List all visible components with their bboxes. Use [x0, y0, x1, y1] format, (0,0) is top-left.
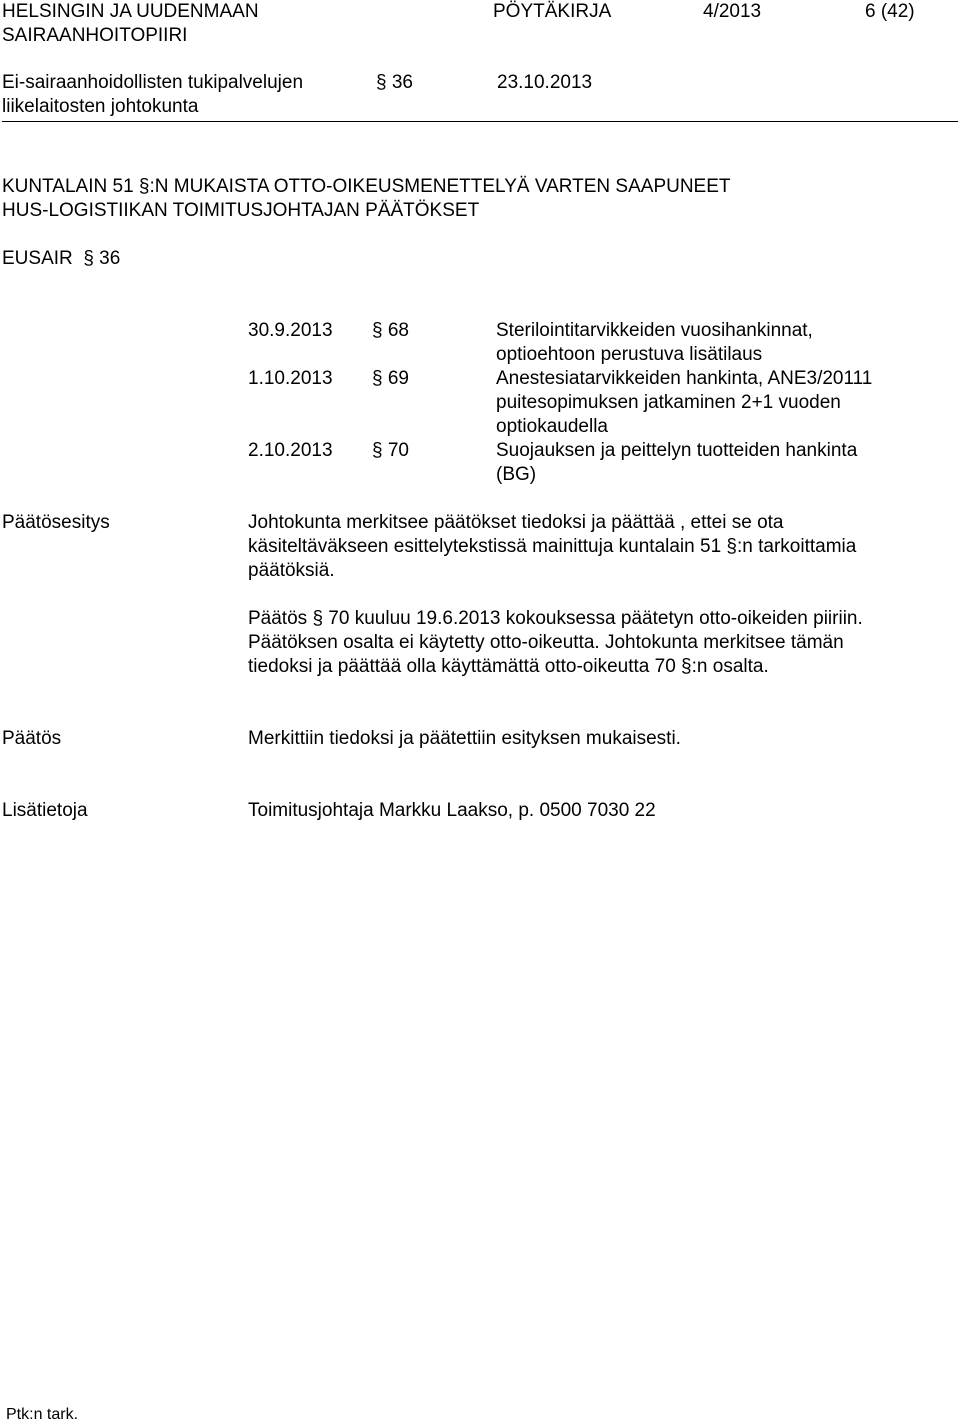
org-name-line2: SAIRAANHOITOPIIRI — [2, 25, 188, 46]
proposal-text-line2-start: käsiteltäväkseen esittelytekstissä mainittuja kuntalain 51 — [248, 536, 722, 557]
decision-title-line1: Suojauksen ja peittelyn tuotteiden hankinta — [496, 440, 858, 461]
section-icon: § — [376, 72, 387, 93]
title-line1-end: :N MUKAISTA OTTO-OIKEUSMENETTELYÄ VARTEN SAAPUNEET — [149, 176, 731, 197]
proposal-text-line2-end: :n tarkoittamia — [737, 536, 857, 557]
section-number: 36 — [391, 72, 413, 93]
decision-title-line2: puitesopimuksen jatkaminen 2+1 vuoden — [496, 392, 841, 413]
title-line1 — [2, 175, 731, 199]
proposal-note-line2: Päätöksen osalta ei käytetty otto-oikeutta. Johtokunta merkitsee tämän — [248, 632, 844, 653]
proposal-note-line3-end: :n osalta. — [691, 656, 769, 677]
section-reference — [376, 71, 413, 95]
decision-date: 30.9.2013 — [248, 320, 333, 341]
section-icon: § — [372, 368, 383, 389]
proposal-note-line3-start: tiedoksi ja päättää olla käyttämättä otto-oikeutta 70 — [248, 656, 676, 677]
proposal-label: Päätösesitys — [2, 512, 110, 533]
info-text: Toimitusjohtaja Markku Laakso, p. 0500 7030 22 — [248, 800, 656, 821]
proposal-text-line1: Johtokunta merkitsee päätökset tiedoksi ja päättää , ettei se ota — [248, 512, 784, 533]
meeting-date: 23.10.2013 — [497, 72, 593, 93]
section-icon: § — [83, 248, 94, 269]
decision-title-line1: Sterilointitarvikkeiden vuosihankinnat, — [496, 320, 813, 341]
decision-title-line2: optioehtoon perustuva lisätilaus — [496, 344, 763, 365]
section-icon: § — [681, 656, 692, 677]
decision-title-line1: Anestesiatarvikkeiden hankinta, ANE3/20111 — [496, 368, 873, 389]
case-reference — [2, 247, 120, 271]
proposal-text-line2 — [248, 535, 856, 559]
section-icon: § — [372, 320, 383, 341]
case-reference-number: 36 — [99, 248, 121, 269]
proposal-note-line1-start: Päätös — [248, 608, 308, 629]
proposal-note-line3 — [248, 655, 769, 679]
section-icon: § — [312, 608, 324, 629]
org-name-line1: HELSINGIN JA UUDENMAAN — [2, 1, 259, 22]
decision-text: Merkittiin tiedoksi ja päätettiin esityksen mukaisesti. — [248, 728, 681, 749]
section-icon: § — [372, 440, 383, 461]
section-icon: § — [726, 536, 737, 557]
decision-number-value: 68 — [387, 320, 409, 341]
document-number: 4/2013 — [703, 1, 762, 22]
decision-title-line3: optiokaudella — [496, 416, 608, 437]
page-number: 6 (42) — [865, 1, 915, 22]
proposal-note-line1-end: 70 kuuluu 19.6.2013 kokouksessa päätetyn otto-oikeiden piiriin. — [328, 608, 863, 629]
header-divider — [2, 121, 958, 122]
decision-number — [372, 319, 409, 343]
case-reference-prefix: EUSAIR — [2, 248, 73, 269]
footer-reviewer-note: Ptk:n tark. — [6, 1406, 79, 1423]
decision-date: 1.10.2013 — [248, 368, 333, 389]
decision-number-value: 70 — [387, 440, 409, 461]
decision-date: 2.10.2013 — [248, 440, 333, 461]
body-name-line1: Ei-sairaanhoidollisten tukipalvelujen — [2, 72, 304, 93]
proposal-text-line3: päätöksiä. — [248, 560, 335, 581]
decision-label: Päätös — [2, 728, 62, 749]
title-line2: HUS-LOGISTIIKAN TOIMITUSJOHTAJAN PÄÄTÖKSET — [2, 200, 480, 221]
body-name-line2: liikelaitosten johtokunta — [2, 96, 199, 117]
decision-number-value: 69 — [387, 368, 409, 389]
decision-number — [372, 367, 409, 391]
document-type: PÖYTÄKIRJA — [493, 1, 612, 22]
proposal-note-line1 — [248, 607, 863, 631]
section-icon: § — [138, 176, 150, 197]
decision-number — [372, 439, 409, 463]
info-label: Lisätietoja — [2, 800, 88, 821]
title-line1-start: KUNTALAIN 51 — [2, 176, 134, 197]
decision-title-line2: (BG) — [496, 464, 537, 485]
